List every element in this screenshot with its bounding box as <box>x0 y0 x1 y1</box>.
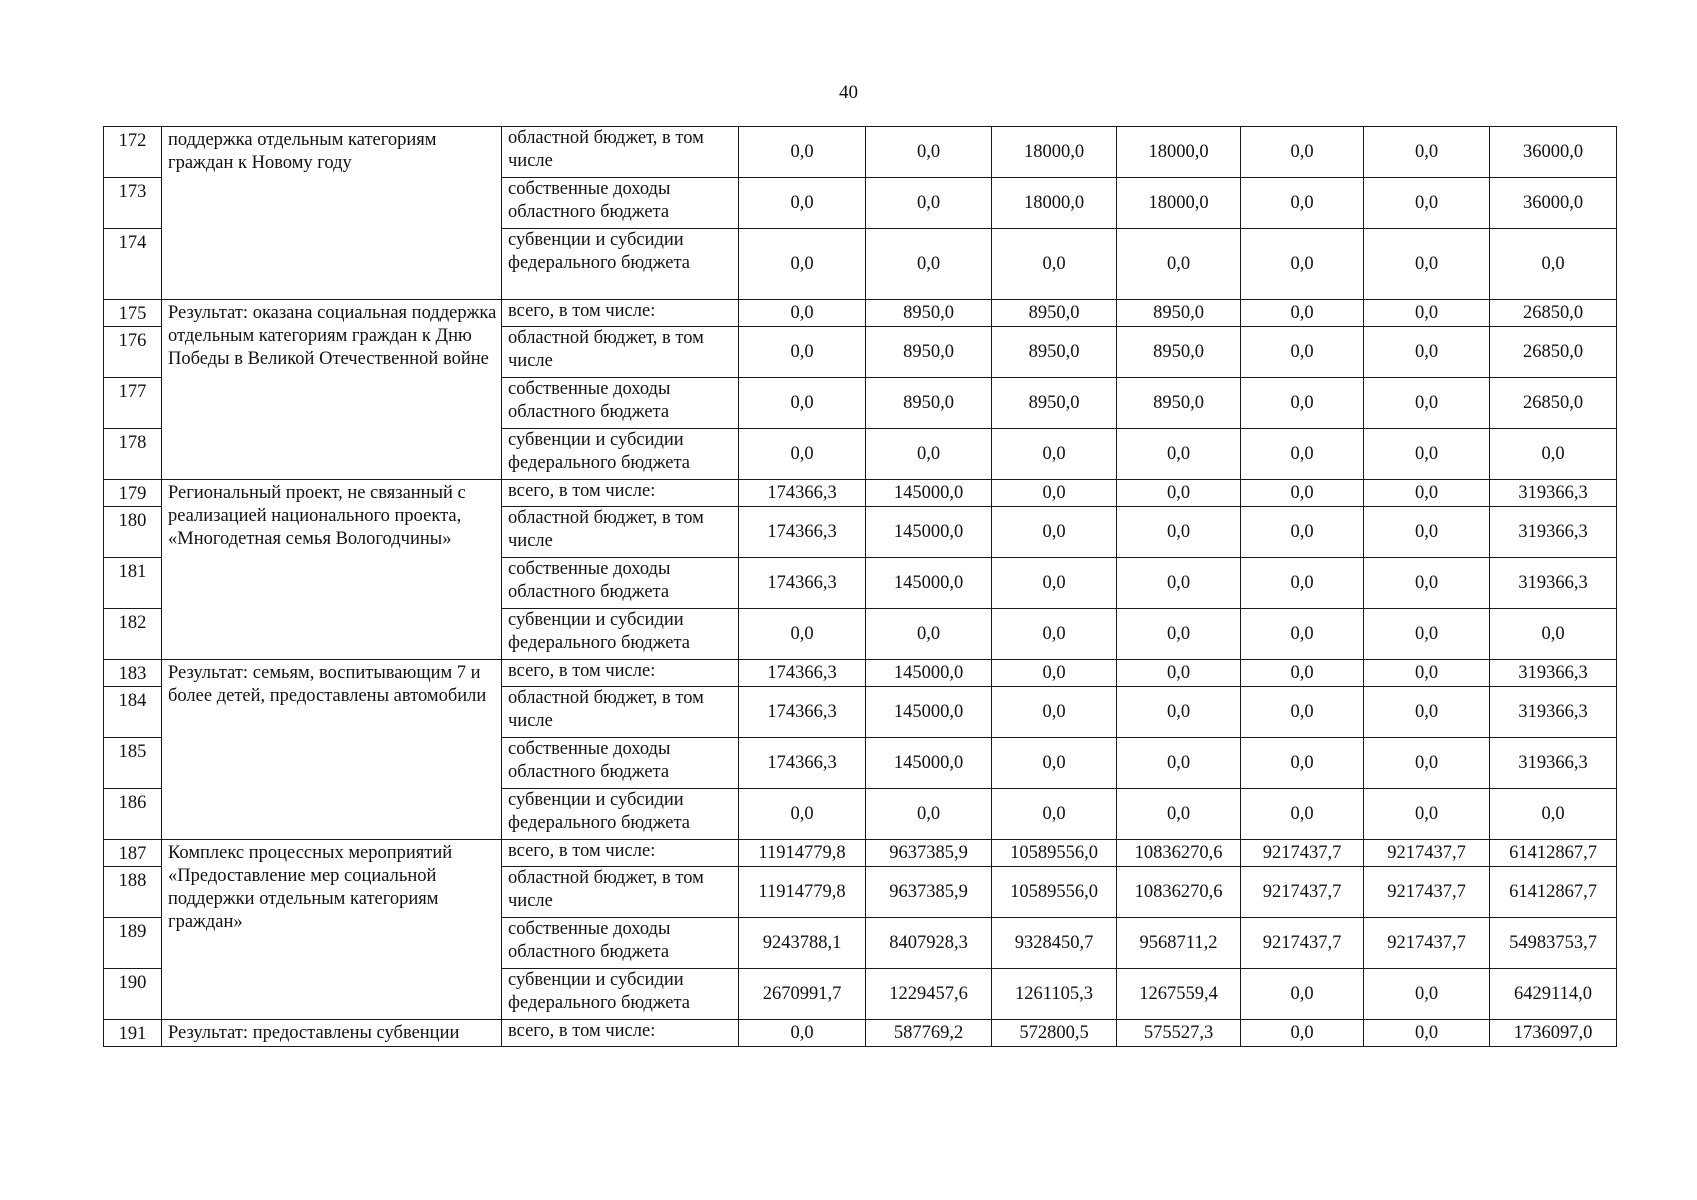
amount-cell: 0,0 <box>1241 609 1364 660</box>
amount-cell: 8950,0 <box>1117 300 1241 327</box>
amount-cell: 0,0 <box>739 178 866 229</box>
amount-cell: 0,0 <box>1117 558 1241 609</box>
amount-cell: 0,0 <box>1490 609 1617 660</box>
amount-cell: 0,0 <box>1117 609 1241 660</box>
amount-cell: 9217437,7 <box>1364 867 1490 918</box>
item-description: Результат: семьям, воспитывающим 7 и более детей, предоставлены автомобили <box>162 660 502 840</box>
amount-cell: 26850,0 <box>1490 378 1617 429</box>
amount-cell: 0,0 <box>1241 300 1364 327</box>
amount-cell: 145000,0 <box>866 660 992 687</box>
amount-cell: 0,0 <box>866 429 992 480</box>
row-number: 187 <box>104 840 162 867</box>
amount-cell: 8950,0 <box>992 327 1117 378</box>
row-number: 173 <box>104 178 162 229</box>
funding-source: субвенции и субсидии федерального бюджета <box>502 609 739 660</box>
amount-cell: 0,0 <box>739 229 866 300</box>
amount-cell: 8407928,3 <box>866 918 992 969</box>
row-number: 185 <box>104 738 162 789</box>
row-number: 179 <box>104 480 162 507</box>
amount-cell: 18000,0 <box>1117 178 1241 229</box>
amount-cell: 0,0 <box>1117 229 1241 300</box>
amount-cell: 0,0 <box>1117 429 1241 480</box>
amount-cell: 0,0 <box>1364 429 1490 480</box>
amount-cell: 61412867,7 <box>1490 867 1617 918</box>
amount-cell: 8950,0 <box>1117 378 1241 429</box>
row-number: 186 <box>104 789 162 840</box>
funding-source: областной бюджет, в том числе <box>502 127 739 178</box>
table-row <box>104 840 1617 867</box>
row-number: 189 <box>104 918 162 969</box>
funding-source: всего, в том числе: <box>502 660 739 687</box>
amount-cell: 0,0 <box>739 327 866 378</box>
amount-cell: 8950,0 <box>1117 327 1241 378</box>
amount-cell: 54983753,7 <box>1490 918 1617 969</box>
row-number: 188 <box>104 867 162 918</box>
amount-cell: 0,0 <box>1364 327 1490 378</box>
amount-cell: 9217437,7 <box>1364 918 1490 969</box>
table-row <box>104 1020 1617 1047</box>
funding-source: субвенции и субсидии федерального бюджета <box>502 429 739 480</box>
amount-cell: 0,0 <box>1364 300 1490 327</box>
amount-cell: 0,0 <box>1490 789 1617 840</box>
amount-cell: 575527,3 <box>1117 1020 1241 1047</box>
amount-cell: 0,0 <box>992 229 1117 300</box>
amount-cell: 11914779,8 <box>739 867 866 918</box>
row-number: 183 <box>104 660 162 687</box>
amount-cell: 1267559,4 <box>1117 969 1241 1020</box>
amount-cell: 18000,0 <box>992 127 1117 178</box>
amount-cell: 0,0 <box>739 429 866 480</box>
item-description: Результат: оказана социальная поддержка отдельным категориям граждан к Дню Победы в Великой Отечественной войне <box>162 300 502 480</box>
amount-cell: 10836270,6 <box>1117 867 1241 918</box>
amount-cell: 9217437,7 <box>1241 840 1364 867</box>
amount-cell: 0,0 <box>1241 660 1364 687</box>
row-number: 172 <box>104 127 162 178</box>
row-number: 191 <box>104 1020 162 1047</box>
amount-cell: 0,0 <box>866 609 992 660</box>
amount-cell: 0,0 <box>1364 969 1490 1020</box>
funding-source: собственные доходы областного бюджета <box>502 738 739 789</box>
row-number: 174 <box>104 229 162 300</box>
amount-cell: 0,0 <box>866 789 992 840</box>
amount-cell: 145000,0 <box>866 738 992 789</box>
amount-cell: 0,0 <box>1241 558 1364 609</box>
amount-cell: 0,0 <box>1364 687 1490 738</box>
item-description: Региональный проект, не связанный с реализацией национального проекта, «Многодетная семья Вологодчины» <box>162 480 502 660</box>
item-description: поддержка отдельным категориям граждан к Новому году <box>162 127 502 300</box>
funding-source: субвенции и субсидии федерального бюджета <box>502 969 739 1020</box>
amount-cell: 0,0 <box>992 738 1117 789</box>
amount-cell: 9243788,1 <box>739 918 866 969</box>
amount-cell: 6429114,0 <box>1490 969 1617 1020</box>
page-number: 40 <box>839 82 858 103</box>
amount-cell: 0,0 <box>992 558 1117 609</box>
amount-cell: 0,0 <box>739 300 866 327</box>
amount-cell: 145000,0 <box>866 687 992 738</box>
row-number: 177 <box>104 378 162 429</box>
funding-source: областной бюджет, в том числе <box>502 327 739 378</box>
amount-cell: 9637385,9 <box>866 867 992 918</box>
amount-cell: 0,0 <box>1364 127 1490 178</box>
funding-source: всего, в том числе: <box>502 480 739 507</box>
amount-cell: 0,0 <box>866 178 992 229</box>
amount-cell: 18000,0 <box>1117 127 1241 178</box>
amount-cell: 8950,0 <box>866 378 992 429</box>
amount-cell: 0,0 <box>739 609 866 660</box>
funding-source: субвенции и субсидии федерального бюджета <box>502 789 739 840</box>
funding-source: областной бюджет, в том числе <box>502 507 739 558</box>
amount-cell: 8950,0 <box>866 327 992 378</box>
amount-cell: 11914779,8 <box>739 840 866 867</box>
amount-cell: 2670991,7 <box>739 969 866 1020</box>
amount-cell: 0,0 <box>866 229 992 300</box>
amount-cell: 0,0 <box>1117 660 1241 687</box>
amount-cell: 0,0 <box>1241 687 1364 738</box>
amount-cell: 0,0 <box>1117 507 1241 558</box>
amount-cell: 8950,0 <box>992 300 1117 327</box>
amount-cell: 0,0 <box>1364 480 1490 507</box>
item-description: Результат: предоставлены субвенции <box>162 1020 502 1047</box>
funding-source: субвенции и субсидии федерального бюджета <box>502 229 739 300</box>
amount-cell: 0,0 <box>992 687 1117 738</box>
amount-cell: 0,0 <box>1364 178 1490 229</box>
amount-cell: 0,0 <box>1117 738 1241 789</box>
amount-cell: 0,0 <box>1117 789 1241 840</box>
amount-cell: 0,0 <box>1241 127 1364 178</box>
table-row <box>104 127 1617 178</box>
amount-cell: 0,0 <box>992 660 1117 687</box>
amount-cell: 36000,0 <box>1490 178 1617 229</box>
amount-cell: 174366,3 <box>739 687 866 738</box>
amount-cell: 0,0 <box>1241 1020 1364 1047</box>
amount-cell: 0,0 <box>1117 687 1241 738</box>
amount-cell: 319366,3 <box>1490 738 1617 789</box>
row-number: 181 <box>104 558 162 609</box>
amount-cell: 319366,3 <box>1490 660 1617 687</box>
amount-cell: 0,0 <box>1241 738 1364 789</box>
amount-cell: 0,0 <box>1364 229 1490 300</box>
row-number: 182 <box>104 609 162 660</box>
amount-cell: 0,0 <box>992 789 1117 840</box>
funding-source: областной бюджет, в том числе <box>502 687 739 738</box>
amount-cell: 10836270,6 <box>1117 840 1241 867</box>
amount-cell: 8950,0 <box>992 378 1117 429</box>
row-number: 184 <box>104 687 162 738</box>
amount-cell: 1261105,3 <box>992 969 1117 1020</box>
amount-cell: 145000,0 <box>866 480 992 507</box>
amount-cell: 0,0 <box>739 127 866 178</box>
amount-cell: 10589556,0 <box>992 840 1117 867</box>
row-number: 178 <box>104 429 162 480</box>
amount-cell: 0,0 <box>1364 738 1490 789</box>
funding-source: собственные доходы областного бюджета <box>502 178 739 229</box>
amount-cell: 10589556,0 <box>992 867 1117 918</box>
row-number: 190 <box>104 969 162 1020</box>
table-row <box>104 300 1617 327</box>
amount-cell: 1736097,0 <box>1490 1020 1617 1047</box>
amount-cell: 26850,0 <box>1490 327 1617 378</box>
amount-cell: 18000,0 <box>992 178 1117 229</box>
amount-cell: 587769,2 <box>866 1020 992 1047</box>
budget-table <box>103 126 1617 1047</box>
table-row <box>104 660 1617 687</box>
funding-source: собственные доходы областного бюджета <box>502 558 739 609</box>
table-row <box>104 480 1617 507</box>
amount-cell: 9217437,7 <box>1241 867 1364 918</box>
amount-cell: 319366,3 <box>1490 480 1617 507</box>
amount-cell: 0,0 <box>1241 327 1364 378</box>
amount-cell: 174366,3 <box>739 507 866 558</box>
row-number: 175 <box>104 300 162 327</box>
amount-cell: 0,0 <box>1364 1020 1490 1047</box>
funding-source: собственные доходы областного бюджета <box>502 378 739 429</box>
amount-cell: 0,0 <box>739 789 866 840</box>
amount-cell: 0,0 <box>992 429 1117 480</box>
amount-cell: 0,0 <box>739 378 866 429</box>
row-number: 180 <box>104 507 162 558</box>
amount-cell: 1229457,6 <box>866 969 992 1020</box>
amount-cell: 0,0 <box>1241 378 1364 429</box>
amount-cell: 0,0 <box>1241 789 1364 840</box>
funding-source: всего, в том числе: <box>502 300 739 327</box>
amount-cell: 9217437,7 <box>1364 840 1490 867</box>
amount-cell: 61412867,7 <box>1490 840 1617 867</box>
amount-cell: 319366,3 <box>1490 558 1617 609</box>
amount-cell: 0,0 <box>739 1020 866 1047</box>
amount-cell: 0,0 <box>1490 429 1617 480</box>
amount-cell: 0,0 <box>1241 969 1364 1020</box>
amount-cell: 36000,0 <box>1490 127 1617 178</box>
amount-cell: 0,0 <box>1364 660 1490 687</box>
funding-source: областной бюджет, в том числе <box>502 867 739 918</box>
amount-cell: 145000,0 <box>866 558 992 609</box>
amount-cell: 572800,5 <box>992 1020 1117 1047</box>
funding-source: собственные доходы областного бюджета <box>502 918 739 969</box>
funding-source: всего, в том числе: <box>502 840 739 867</box>
amount-cell: 9568711,2 <box>1117 918 1241 969</box>
amount-cell: 0,0 <box>1364 789 1490 840</box>
amount-cell: 0,0 <box>992 480 1117 507</box>
amount-cell: 174366,3 <box>739 738 866 789</box>
funding-source: всего, в том числе: <box>502 1020 739 1047</box>
amount-cell: 9217437,7 <box>1241 918 1364 969</box>
amount-cell: 174366,3 <box>739 660 866 687</box>
amount-cell: 0,0 <box>866 127 992 178</box>
amount-cell: 26850,0 <box>1490 300 1617 327</box>
amount-cell: 0,0 <box>1241 480 1364 507</box>
amount-cell: 0,0 <box>1241 429 1364 480</box>
amount-cell: 319366,3 <box>1490 687 1617 738</box>
amount-cell: 0,0 <box>1364 558 1490 609</box>
amount-cell: 0,0 <box>1364 609 1490 660</box>
amount-cell: 0,0 <box>1364 378 1490 429</box>
amount-cell: 0,0 <box>1490 229 1617 300</box>
amount-cell: 0,0 <box>992 507 1117 558</box>
amount-cell: 0,0 <box>992 609 1117 660</box>
amount-cell: 0,0 <box>1241 229 1364 300</box>
amount-cell: 9328450,7 <box>992 918 1117 969</box>
amount-cell: 319366,3 <box>1490 507 1617 558</box>
item-description: Комплекс процессных мероприятий «Предоставление мер социальной поддержки отдельным категориям граждан» <box>162 840 502 1020</box>
amount-cell: 9637385,9 <box>866 840 992 867</box>
amount-cell: 174366,3 <box>739 480 866 507</box>
row-number: 176 <box>104 327 162 378</box>
amount-cell: 0,0 <box>1241 507 1364 558</box>
amount-cell: 0,0 <box>1117 480 1241 507</box>
amount-cell: 0,0 <box>1364 507 1490 558</box>
amount-cell: 8950,0 <box>866 300 992 327</box>
amount-cell: 145000,0 <box>866 507 992 558</box>
amount-cell: 174366,3 <box>739 558 866 609</box>
amount-cell: 0,0 <box>1241 178 1364 229</box>
